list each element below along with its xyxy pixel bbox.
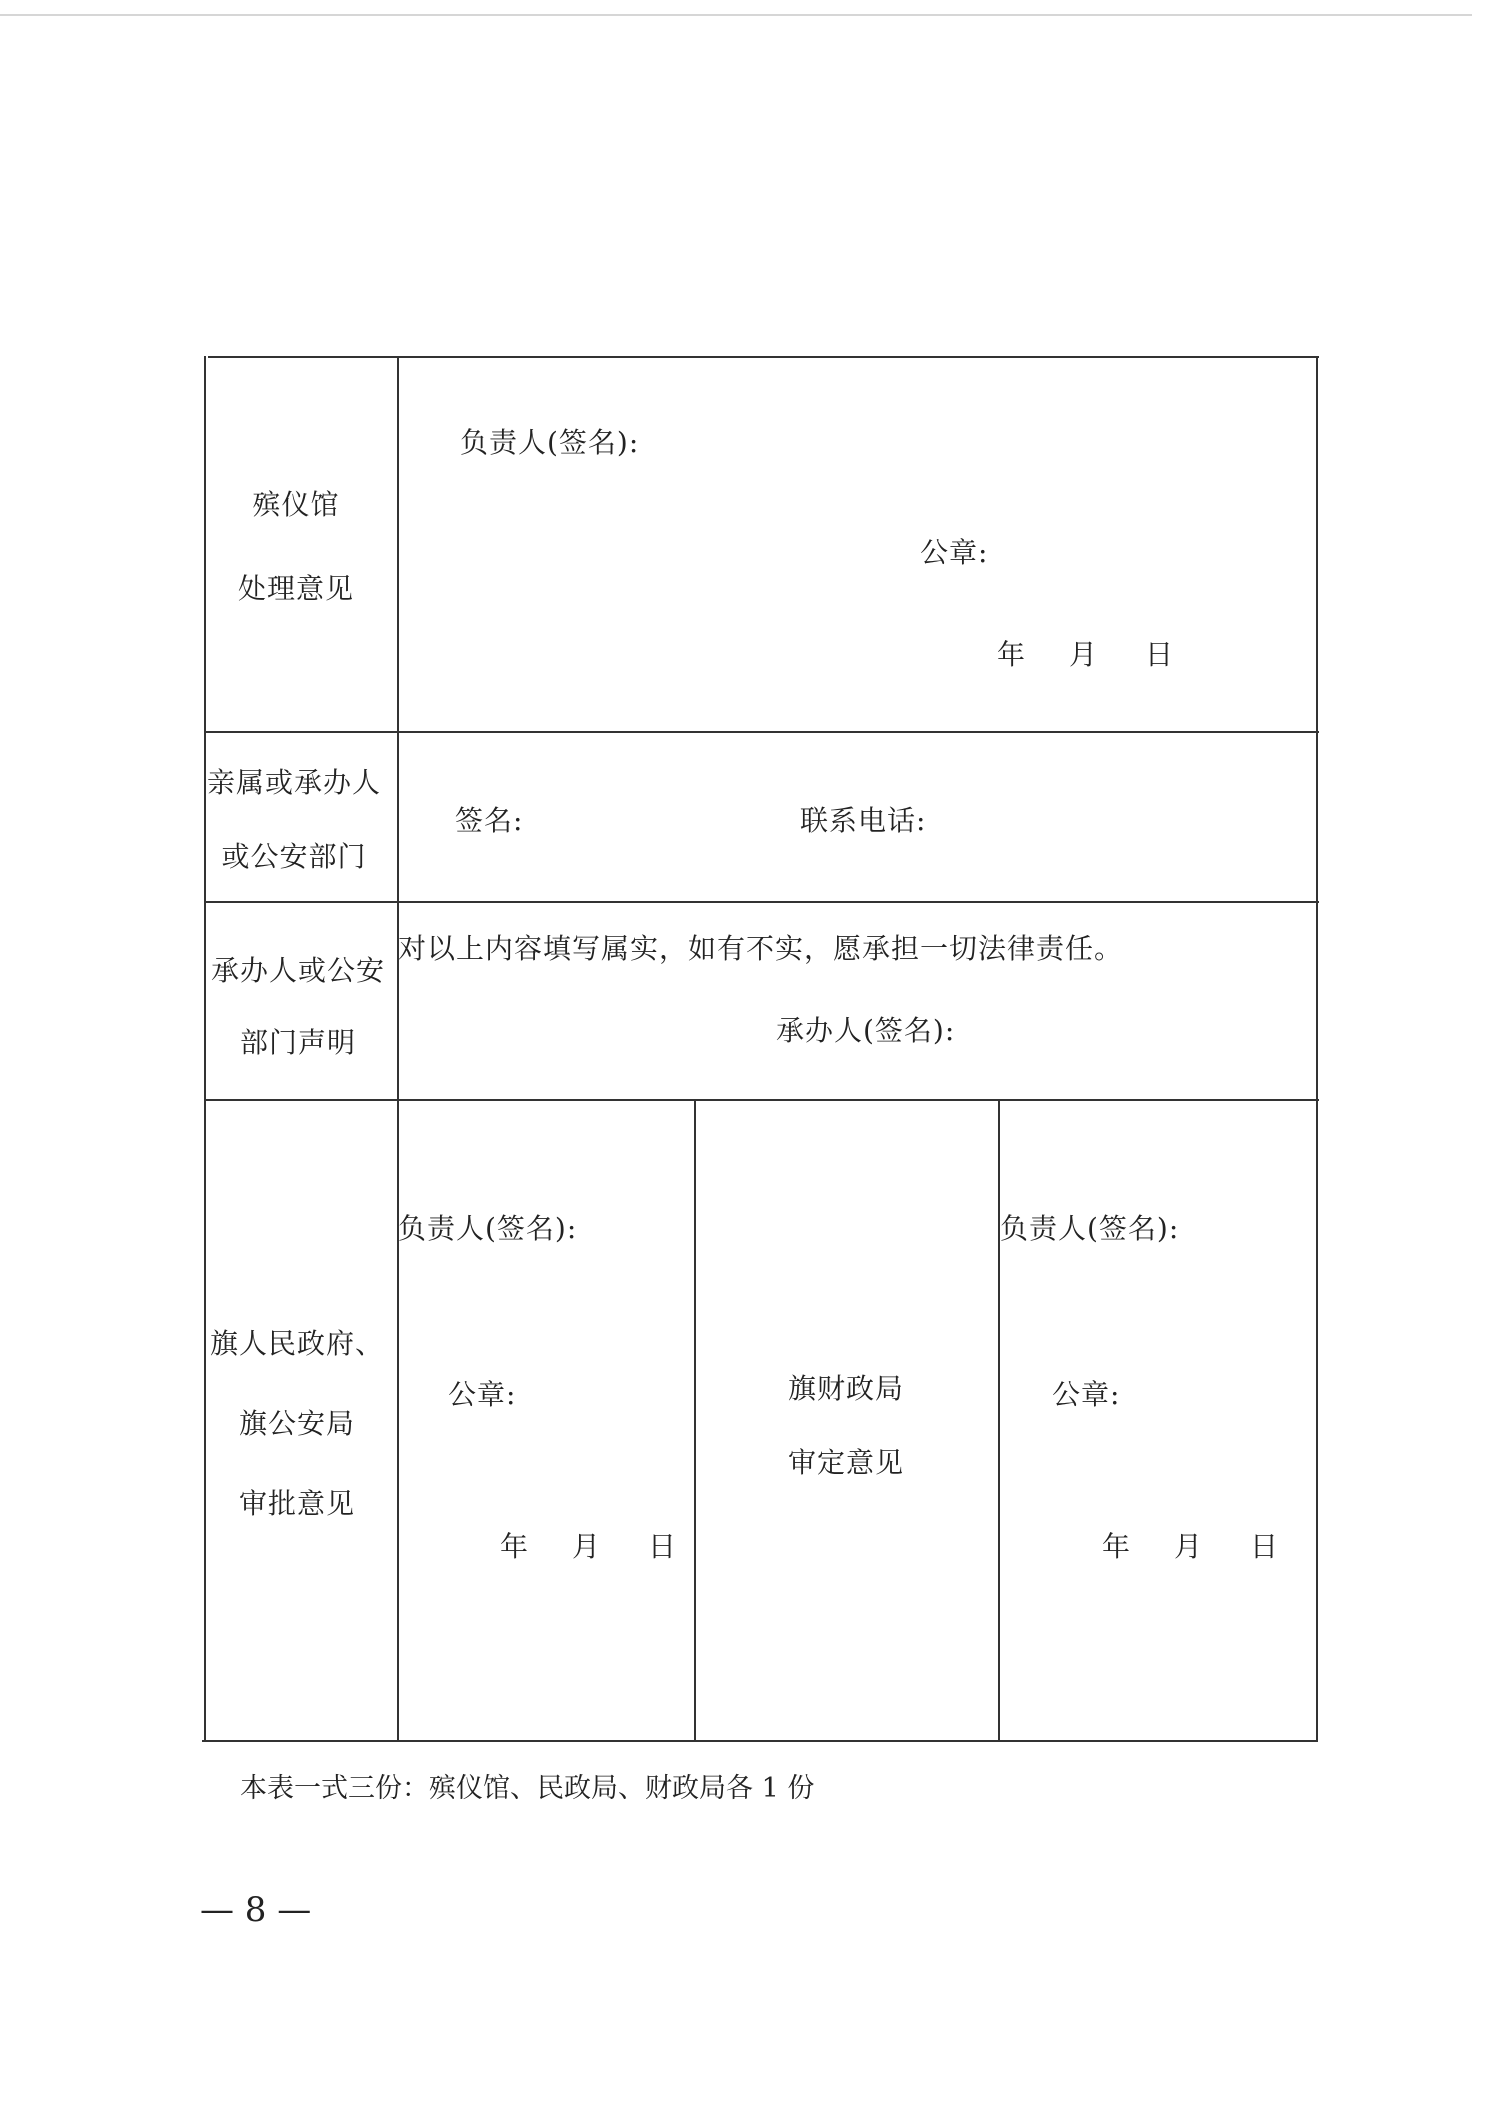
table-border-right: [1316, 356, 1318, 1742]
row-divider-3: [204, 1099, 1319, 1101]
approval-right-seal-field[interactable]: 公章:: [1052, 1378, 1121, 1411]
relative-label-line2: 或公安部门: [221, 840, 367, 873]
funeral-home-date-month[interactable]: 月: [1069, 638, 1099, 671]
approval-label-line2: 旗公安局: [238, 1407, 356, 1440]
label-column-divider: [397, 356, 399, 1742]
relative-phone-field[interactable]: 联系电话:: [800, 804, 927, 837]
relative-signature-field[interactable]: 签名:: [455, 804, 524, 837]
table-border-left: [204, 356, 206, 1742]
declaration-signer-field[interactable]: 承办人(签名):: [776, 1014, 956, 1047]
table-border-bottom: [202, 1740, 1317, 1742]
table-border-top: [208, 356, 1319, 358]
approval-right-date-year[interactable]: 年: [1102, 1530, 1132, 1563]
declaration-label-line1: 承办人或公安: [210, 954, 386, 987]
funeral-home-seal-field[interactable]: 公章:: [920, 536, 989, 569]
approval-left-seal-field[interactable]: 公章:: [448, 1378, 517, 1411]
approval-right-signer-field[interactable]: 负责人(签名):: [1000, 1212, 1180, 1245]
row-divider-1: [206, 731, 1319, 733]
funeral-home-date-year[interactable]: 年: [997, 638, 1027, 671]
declaration-label-line2: 部门声明: [239, 1026, 357, 1059]
approval-left-date-day[interactable]: 日: [648, 1530, 678, 1563]
approval-right-date-day[interactable]: 日: [1250, 1530, 1280, 1563]
finance-label-line2: 审定意见: [787, 1446, 905, 1479]
approval-label-line3: 审批意见: [238, 1487, 356, 1520]
approval-right-date-month[interactable]: 月: [1174, 1530, 1204, 1563]
funeral-home-label-line1: 殡仪馆: [252, 488, 340, 521]
page-number: — 8 —: [200, 1890, 312, 1930]
approval-left-date-year[interactable]: 年: [500, 1530, 530, 1563]
approval-left-signer-field[interactable]: 负责人(签名):: [398, 1212, 578, 1245]
approval-left-date-month[interactable]: 月: [572, 1530, 602, 1563]
footnote: 本表一式三份：殡仪馆、民政局、财政局各 1 份: [240, 1773, 815, 1804]
declaration-statement: 对以上内容填写属实，如有不实，愿承担一切法律责任。: [398, 932, 1124, 965]
approval-label-line1: 旗人民政府、: [209, 1327, 385, 1360]
funeral-home-label-line2: 处理意见: [237, 572, 355, 605]
finance-label-line1: 旗财政局: [787, 1372, 905, 1405]
approval-divider-2: [998, 1099, 1000, 1742]
row-divider-2: [205, 901, 1319, 903]
funeral-home-signer-field[interactable]: 负责人(签名):: [460, 426, 640, 459]
funeral-home-date-day[interactable]: 日: [1145, 638, 1175, 671]
relative-label-line1: 亲属或承办人: [206, 766, 382, 799]
approval-divider-1: [694, 1099, 696, 1742]
